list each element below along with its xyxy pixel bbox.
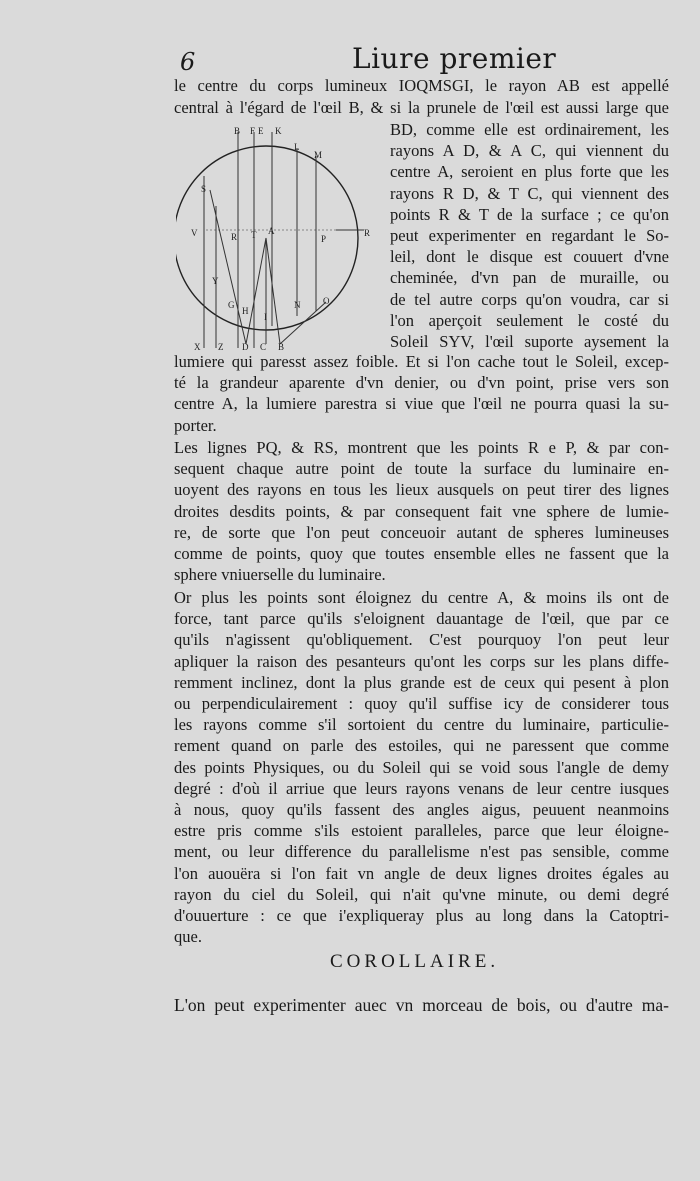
svg-text:C: C (260, 342, 267, 352)
text-line: degré : d'où il arriue que leurs rayons venans de leur centre iusques (174, 778, 669, 798)
optical-diagram (176, 126, 386, 356)
text-line: rayons R D, & T C, qui viennent des (390, 183, 669, 203)
svg-text:S: S (201, 184, 207, 194)
text-line: le centre du corps lumineux IOQMSGI, le rayon AB est appellé (174, 76, 669, 95)
text-line: ou perpendiculairement : quoy qu'il suffise icy de considerer tous (174, 694, 669, 713)
sun-disc-circle (176, 146, 358, 330)
text-line: centre A, seroient en plus forte que les (390, 162, 669, 182)
text-line: L'on peut experimenter auec vn morceau de bois, ou d'autre ma- (174, 995, 669, 1015)
svg-text:T: T (251, 230, 257, 240)
svg-text:P: P (321, 234, 327, 244)
text-line: centre A, la lumiere parestra si viue que l'œil ne pourra quasi la su- (174, 394, 669, 414)
svg-text:B: B (278, 342, 285, 352)
text-line: cheminée, d'vn pan de muraille, ou (390, 268, 669, 288)
text-line: qu'ils n'agissent qu'obliquement. C'est pourquoy l'on peut leur (174, 630, 669, 650)
svg-text:K: K (275, 126, 282, 136)
text-line: rement quand on parle des estoiles, qui ne paressent que comme (174, 736, 669, 756)
running-title: Liure premier (352, 42, 557, 75)
svg-text:M: M (314, 150, 323, 160)
text-line: Soleil SYV, l'œil suporte aysement la (390, 332, 669, 351)
text-line: comme de points, quoy que toutes ensemble elles ne fassent que la (174, 544, 669, 563)
text-line: BD, comme elle est ordinairement, les (390, 120, 669, 139)
svg-text:Y: Y (212, 276, 219, 286)
text-line: Les lignes PQ, & RS, montrent que les points R e P, & par con- (174, 438, 669, 457)
text-line: re, de sorte que l'on peut conceuoir autant de spheres lumineuses (174, 522, 669, 542)
text-line: sequent chaque autre point de toute la surface du luminaire en- (174, 459, 669, 479)
text-line: force, tant parce qu'ils s'eloignent dauantage de l'œil, que par ce (174, 609, 669, 629)
text-line: uoyent des rayons en tous les lieux ausquels on peut tirer des lignes (174, 480, 669, 500)
text-line: l'on aperçoit seulement le costé du (390, 310, 669, 330)
text-line: l'on auouëra si l'on fait vn angle de deux lignes droites égales au (174, 863, 669, 883)
text-line: té la grandeur aparente d'vn denier, ou d'vn point, prise vers son (174, 373, 669, 393)
text-line: à nous, quoy qu'ils fassent des angles aigus, peuuent neanmoins (174, 800, 669, 819)
svg-text:Z: Z (218, 342, 224, 352)
text-line: sphere vniuerselle du luminaire. (174, 565, 386, 585)
svg-text:G: G (228, 300, 235, 310)
text-line: Or plus les points sont éloignez du centre A, & moins ils ont de (174, 588, 669, 607)
svg-text:O: O (323, 296, 330, 306)
text-line: ment, ou leur difference du parallelisme n'est pas sensible, comme (174, 842, 669, 862)
svg-text:H: H (242, 306, 249, 316)
svg-text:V: V (191, 228, 198, 238)
text-line: rayons A D, & A C, qui viennent du (390, 141, 669, 161)
text-line: que. (174, 927, 202, 947)
svg-text:R: R (231, 232, 238, 242)
text-line: d'ouuerture : ce que i'expliqueray plus au long dans la Catoptri- (174, 906, 669, 925)
text-line: peut experimenter en regardant le So- (390, 226, 669, 245)
svg-text:F: F (250, 126, 256, 136)
text-line: des points Physiques, ou du Soleil qui se void sous l'angle de demy (174, 757, 669, 777)
text-line: de tel autre corps qu'on voudra, car si (390, 289, 669, 309)
text-line: apliquer la raison des pesanteurs qu'ont les corps sur les plans diffe- (174, 651, 669, 671)
text-line: central à l'égard de l'œil B, & si la prunele de l'œil est aussi large que (174, 98, 669, 117)
svg-text:B: B (234, 126, 241, 136)
svg-text:L: L (294, 142, 300, 152)
section-heading: COROLLAIRE. (330, 951, 500, 972)
svg-text:X: X (194, 342, 201, 352)
page-number: 6 (180, 48, 196, 76)
text-line: leil, dont le disque est couuert d'vne (390, 247, 669, 267)
svg-text:I: I (264, 312, 267, 322)
svg-text:D: D (242, 342, 249, 352)
text-line: droites desdits points, & par consequent fait vne sphere de lumie- (174, 501, 669, 521)
svg-text:A: A (268, 226, 275, 236)
text-line: lumiere qui paresst assez foible. Et si l'on cache tout le Soleil, excep- (174, 352, 669, 371)
text-line: rayon du ciel du Soleil, qui n'ait qu'vne minute, ou demi degré (174, 884, 669, 904)
svg-text:N: N (294, 300, 301, 310)
svg-text:E: E (258, 126, 264, 136)
svg-text:R: R (364, 228, 371, 238)
text-line: remment inclinez, dont la plus grande est de ceux qui pesent à plon (174, 672, 669, 692)
text-line: estre pris comme s'ils estoient paralleles, parce que leur éloigne- (174, 821, 669, 841)
text-line: les rayons comme s'il sortoient du centre du luminaire, particulie- (174, 715, 669, 735)
text-line: porter. (174, 415, 217, 435)
text-line: points R & T de la surface ; ce qu'on (390, 204, 669, 224)
